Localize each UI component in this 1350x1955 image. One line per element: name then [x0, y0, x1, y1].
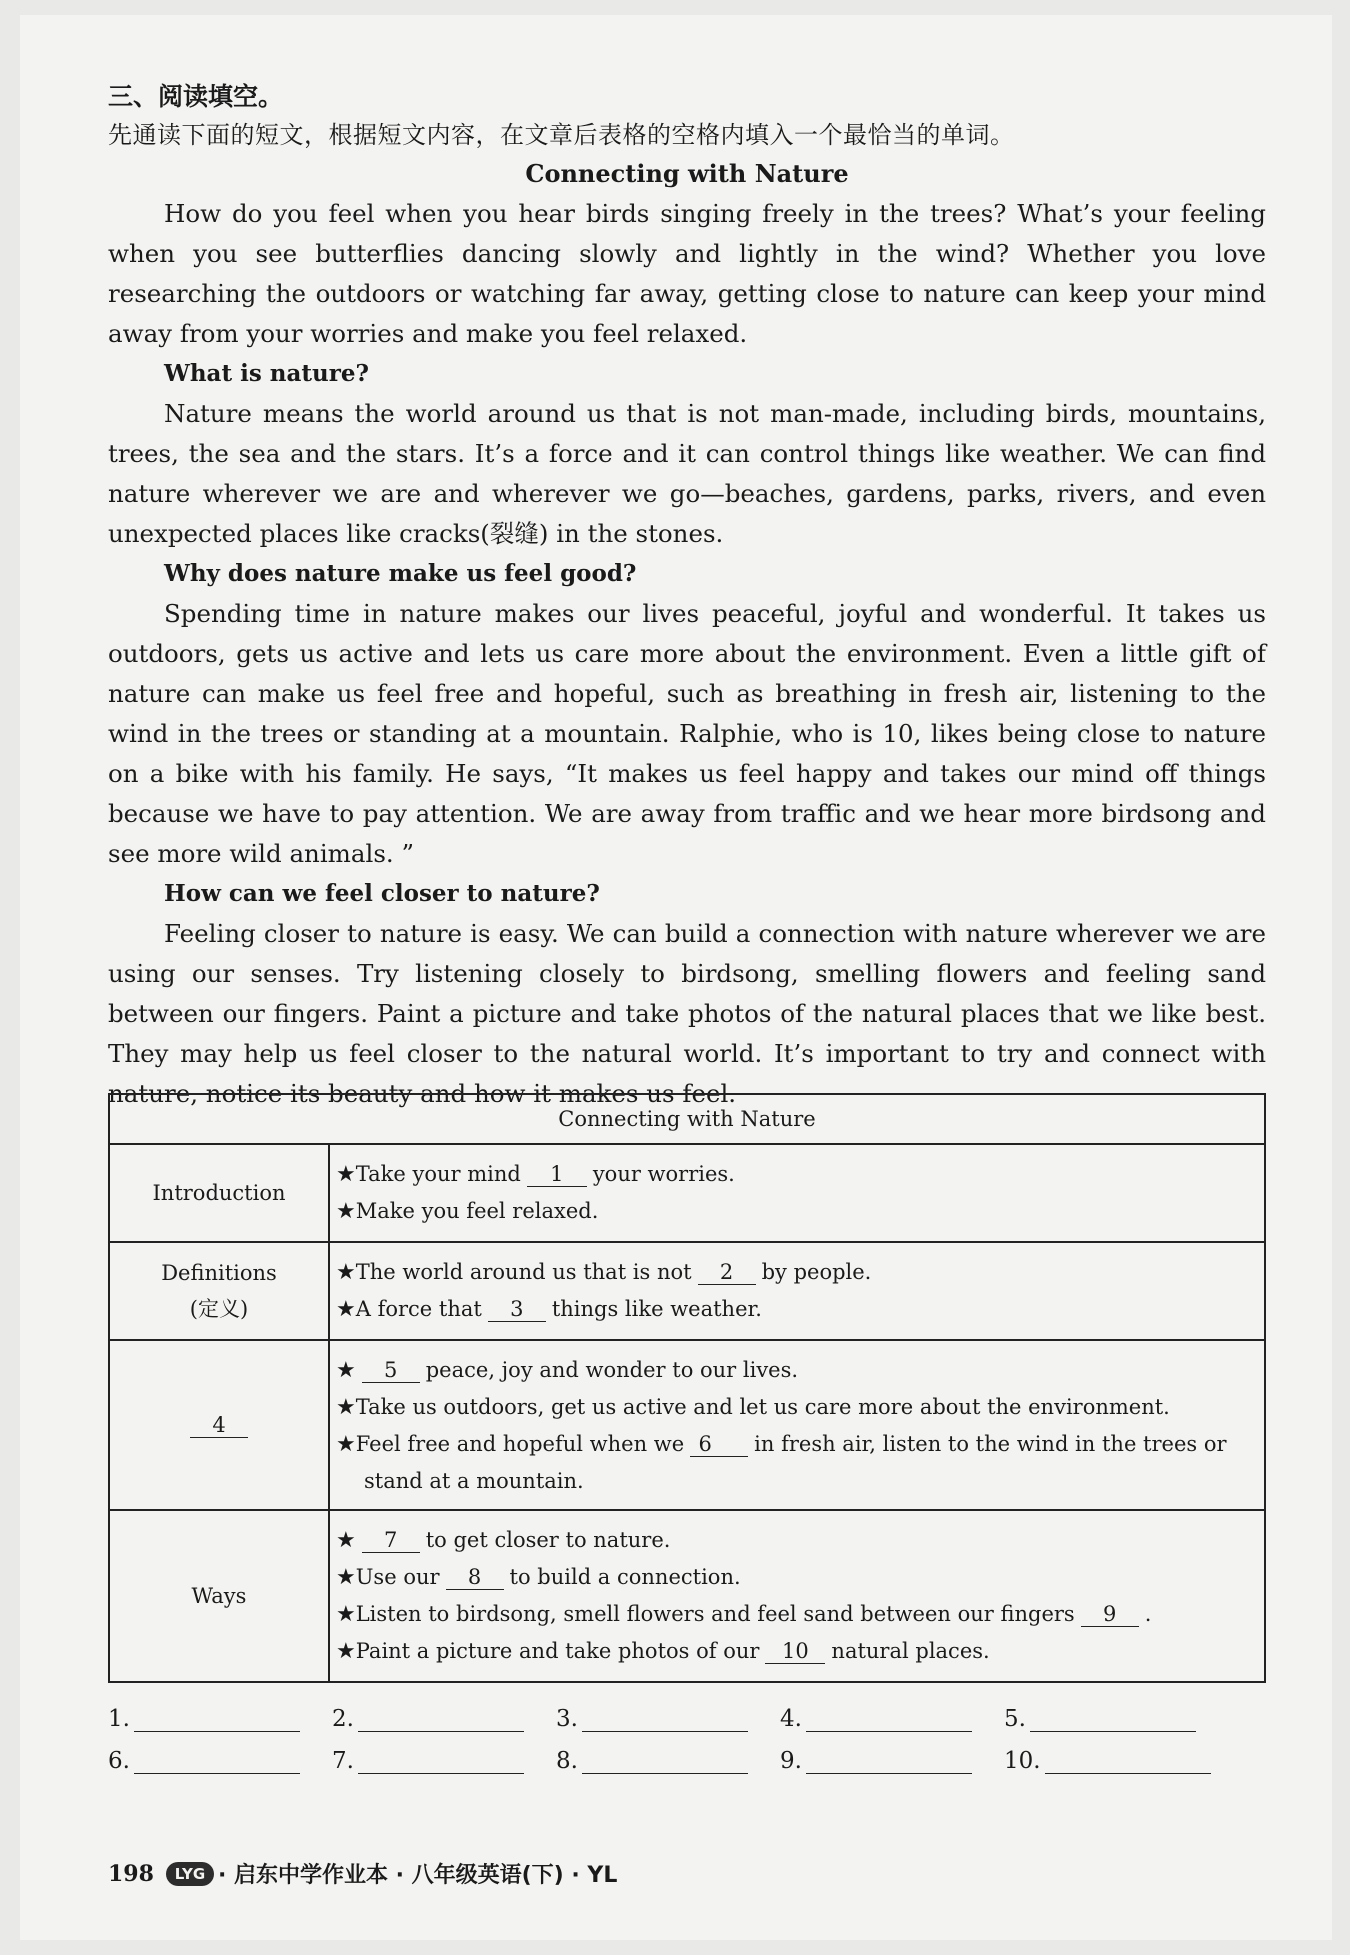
intro-line-1-end: your worries.	[592, 1162, 735, 1186]
row-content-introduction	[329, 1144, 1265, 1242]
answer-field-5[interactable]	[1030, 1705, 1196, 1732]
row-label-introduction: Introduction	[109, 1144, 329, 1242]
row-content-ways	[329, 1510, 1265, 1682]
definitions-label: Definitions	[161, 1261, 277, 1285]
answer-field-7[interactable]	[358, 1747, 524, 1774]
answer-field-8[interactable]	[582, 1747, 748, 1774]
article-title: Connecting with Nature	[525, 159, 849, 188]
page-number: 198	[108, 1860, 154, 1887]
article-paragraph-1: How do you feel when you hear birds singing freely in the trees? What’s your feeling when you see butterflies dancing slowly and lightly in the wind? Whether you love researching the outdoors or watching far away, getting close to nature can keep your mind away from your worries and make you feel relaxed.	[108, 199, 1266, 348]
blank-7[interactable]: 7	[362, 1528, 420, 1553]
instruction-text: 先通读下面的短文，根据短文内容，在文章后表格的空格内填入一个最恰当的单词。	[108, 121, 1015, 149]
table-header: Connecting with Nature	[109, 1094, 1265, 1144]
star-icon: ★	[336, 1162, 356, 1187]
ways-line-2-end: to build a connection.	[509, 1565, 741, 1589]
intro-line-1-text: Take your mind	[355, 1162, 521, 1186]
table-row-ways	[109, 1510, 1265, 1682]
answer-label-5: 5.	[1004, 1706, 1026, 1732]
row-label-definitions	[109, 1242, 329, 1340]
blank-4[interactable]: 4	[190, 1413, 248, 1438]
star-icon: ★	[336, 1260, 356, 1285]
star-icon: ★	[336, 1199, 356, 1224]
answer-label-8: 8.	[556, 1748, 578, 1774]
answer-field-9[interactable]	[806, 1747, 972, 1774]
answer-field-2[interactable]	[358, 1705, 524, 1732]
ways-line-1-end: to get closer to nature.	[425, 1528, 671, 1552]
star-icon: ★	[336, 1431, 356, 1457]
answer-label-1: 1.	[108, 1706, 130, 1732]
answer-field-6[interactable]	[134, 1747, 300, 1774]
star-icon: ★	[336, 1528, 356, 1553]
answer-row-2	[108, 1732, 1266, 1774]
article-paragraph-3: Spending time in nature makes our lives peaceful, joyful and wonderful. It takes us outdoors, gets us active and lets us care more about the environment. Even a little gift of nature can make us feel free and hopeful, such as breathing in fresh air, listening to the wind in the trees or standing at a mountain. Ralphie, who is 10, likes being close to nature on a bike with his family. He says, “It makes us feel happy and takes our mind off things because we have to pay attention. We are away from traffic and we hear more birdsong and see more wild animals. ”	[108, 599, 1266, 868]
def-line-1-text: The world around us that is not	[355, 1260, 692, 1284]
blank-5[interactable]: 5	[362, 1358, 420, 1383]
ways-line-3-text: Listen to birdsong, smell flowers and feel sand between our fingers	[355, 1602, 1075, 1626]
answer-label-6: 6.	[108, 1748, 130, 1774]
answer-field-10[interactable]	[1045, 1747, 1211, 1774]
answer-label-3: 3.	[556, 1706, 578, 1732]
blank-6[interactable]: 6	[690, 1432, 748, 1457]
star-icon: ★	[336, 1565, 356, 1590]
answer-label-2: 2.	[332, 1706, 354, 1732]
page-footer	[108, 1858, 617, 1889]
answer-field-1[interactable]	[134, 1705, 300, 1732]
blank-8[interactable]: 8	[446, 1565, 504, 1590]
blank-9[interactable]: 9	[1081, 1602, 1139, 1627]
reading-section	[108, 78, 1266, 1114]
def-line-2-text: A force that	[355, 1297, 482, 1321]
definitions-label-cn: (定义)	[189, 1297, 249, 1321]
section-title: 三、阅读填空。	[108, 82, 284, 111]
answer-field-3[interactable]	[582, 1705, 748, 1732]
why-line-3-end: in fresh air, listen to the wind in the trees or stand at a mountain.	[364, 1431, 1227, 1493]
blank-2[interactable]: 2	[698, 1260, 756, 1285]
answer-field-4[interactable]	[806, 1705, 972, 1732]
blank-10[interactable]: 10	[765, 1639, 825, 1664]
subheading-what-is-nature: What is nature?	[164, 360, 369, 387]
subheading-how-feel-closer: How can we feel closer to nature?	[164, 880, 600, 907]
row-label-benefits	[109, 1340, 329, 1510]
intro-line-2-text: Make you feel relaxed.	[355, 1199, 599, 1223]
row-content-benefits	[329, 1340, 1265, 1510]
book-title: · 启东中学作业本 · 八年级英语(下) · YL	[217, 1863, 618, 1888]
answer-label-7: 7.	[332, 1748, 354, 1774]
article-paragraph-4: Feeling closer to nature is easy. We can build a connection with nature wherever we are using our senses. Try listening closely to birdsong, smelling flowers and feeling sand between our fingers. Paint a picture and take photos of the natural places that we like best. They may help us feel closer to the natural world. It’s important to try and connect with nature, notice its beauty and how it makes us feel.	[108, 919, 1266, 1108]
blank-3[interactable]: 3	[488, 1297, 546, 1322]
why-line-2-text: Take us outdoors, get us active and let us care more about the environment.	[355, 1394, 1170, 1419]
row-label-ways: Ways	[109, 1510, 329, 1682]
answer-lines	[108, 1690, 1266, 1774]
def-line-2-end: things like weather.	[551, 1297, 762, 1321]
ways-line-2-text: Use our	[355, 1565, 440, 1589]
table-row-benefits	[109, 1340, 1265, 1510]
def-line-1-end: by people.	[761, 1260, 872, 1284]
star-icon: ★	[336, 1394, 356, 1420]
row-content-definitions	[329, 1242, 1265, 1340]
publisher-logo: LYG	[166, 1862, 214, 1886]
why-line-3-text: Feel free and hopeful when we	[355, 1431, 685, 1456]
star-icon: ★	[336, 1297, 356, 1322]
table-row-definitions	[109, 1242, 1265, 1340]
table-row-introduction	[109, 1144, 1265, 1242]
ways-line-4-end: natural places.	[831, 1639, 990, 1663]
answer-label-9: 9.	[780, 1748, 802, 1774]
answer-label-10: 10.	[1004, 1748, 1041, 1774]
why-line-1-end: peace, joy and wonder to our lives.	[425, 1357, 799, 1382]
subheading-why-feel-good: Why does nature make us feel good?	[164, 560, 637, 587]
star-icon: ★	[336, 1639, 356, 1664]
blank-1[interactable]: 1	[527, 1162, 587, 1187]
summary-table	[108, 1093, 1266, 1683]
article-paragraph-2: Nature means the world around us that is not man-made, including birds, mountains, trees, the sea and the stars. It’s a force and it can control things like weather. We can find nature wherever we are and wherever we go—beaches, gardens, parks, rivers, and even unexpected places like cracks(裂缝) in the stones.	[108, 399, 1266, 548]
ways-line-4-text: Paint a picture and take photos of our	[355, 1639, 760, 1663]
answer-label-4: 4.	[780, 1706, 802, 1732]
star-icon: ★	[336, 1602, 356, 1627]
star-icon: ★	[336, 1357, 356, 1383]
answer-row-1	[108, 1690, 1266, 1732]
ways-line-3-end: .	[1144, 1602, 1152, 1626]
